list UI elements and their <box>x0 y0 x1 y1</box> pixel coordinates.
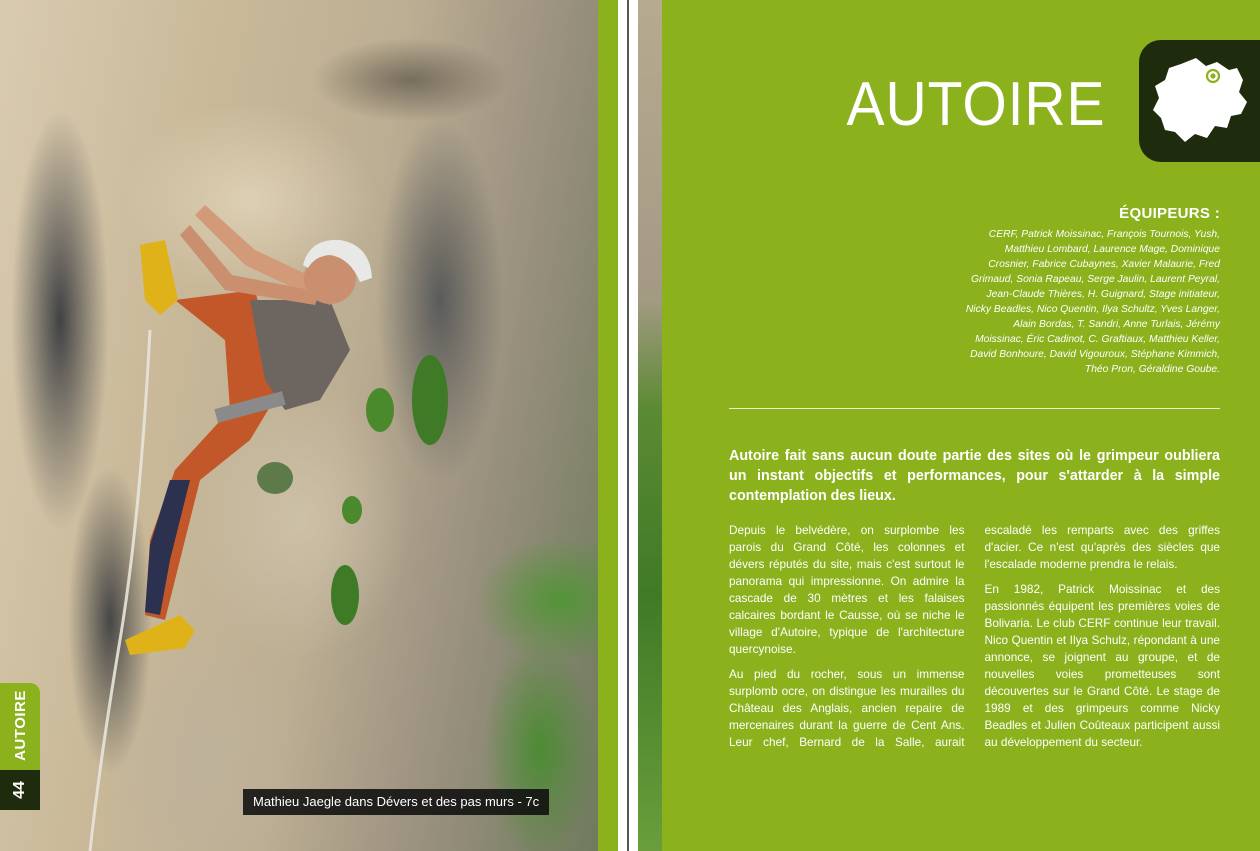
map-box <box>1139 40 1260 162</box>
body-paragraph: Depuis le belvédère, on surplombe les parois du Grand Côté, les colonnes et dévers réputés du site, mais c'est surtout le panorama qui impressionne. On admire la cascade de 30 mètres et les falaises calcaires bordant le Causse, où se niche le village d'Autoire, typique de l'architecture quercynoise. <box>729 523 965 656</box>
photo-caption: Mathieu Jaegle dans Dévers et des pas murs - 7c <box>243 789 549 815</box>
equipeurs-heading: ÉQUIPEURS : <box>1119 205 1220 222</box>
divider <box>729 408 1220 409</box>
body-paragraph: Au pied du rocher, sous un immense surplomb ocre, on distingue les murailles du Château des Anglais, ancien repaire de mercenaires durant la guerre de Cent Ans. Leur chef, Bernard de la Salle, aurait escaladé les remparts avec des griffes d'acier. Ce n'est qu'après des siècles que l'escalade moderne prendra le relais. <box>729 523 1220 749</box>
climbing-photo <box>0 0 598 851</box>
body-text <box>729 522 1220 762</box>
lead-paragraph: Autoire fait sans aucun doute partie des sites où le grimpeur oubliera un instant objectifs et performances, pour s'attarder à la simple contemplation des lieux. <box>729 448 1220 504</box>
right-page <box>662 0 1260 851</box>
left-page <box>0 0 598 851</box>
page-title: AUTOIRE <box>846 70 1105 139</box>
page-spine <box>598 0 662 851</box>
section-tab-label: AUTOIRE <box>11 690 29 761</box>
page-number-box <box>0 770 40 810</box>
equipeurs-list: CERF, Patrick Moissinac, François Tournois, Yush, Matthieu Lombard, Laurence Mage, Dominique Crosnier, Fabrice Cubaynes, Xavier Malaurie, Fred Grimaud, Sonia Rapeau, Serge Jaulin, Laurent Peyral, Jean-Claude Thières, H. Guignard, Stage initiateur, Nicky Beadles, Nico Quentin, Ilya Schultz, Yves Langer, Alain Bordas, T. Sandri, Anne Turlais, Jérémy Moissinac, Éric Cadinot, C. Graftiaux, Matthieu Keller, David Bonhoure, David Vigouroux, Stéphane Kimmich, Théo Pron, Géraldine Goube. <box>965 229 1220 375</box>
department-map-icon <box>1151 54 1251 146</box>
body-paragraph: En 1982, Patrick Moissinac et des passionnés équipent les premières voies de Bolivaria. Le club CERF continue leur travail. Nico Quentin et Ilya Schulz, répondant à une annonce, se joignent au groupe, et de nouvelles voies prometteuses sont découvertes sur le Grand Côté. Le stage de 1989 et des grimpeurs comme Nicky Beadles et Julien Coûteaux participent aussi au développement du secteur. <box>984 582 1220 749</box>
page-number: 44 <box>10 781 28 799</box>
